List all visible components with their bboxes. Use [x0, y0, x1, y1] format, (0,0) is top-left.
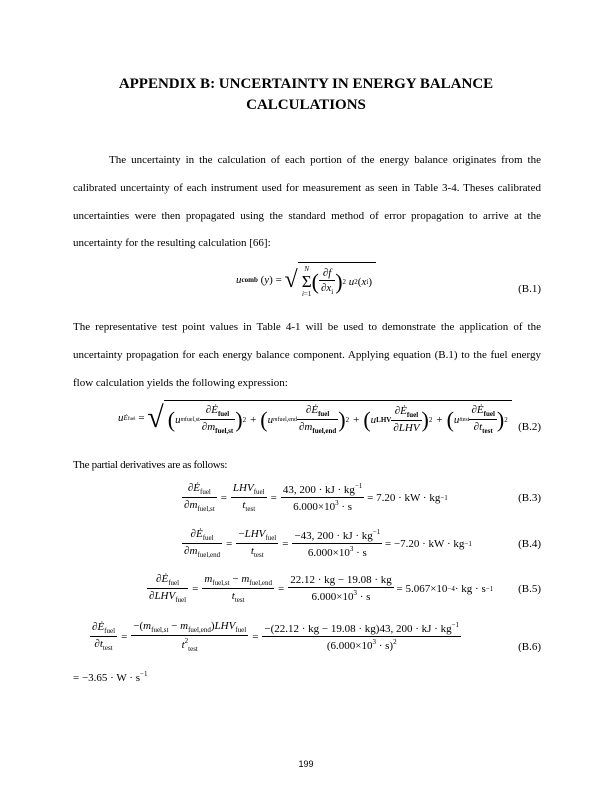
- page-number: 199: [298, 759, 314, 769]
- eq-number-b5: (B.5): [518, 583, 541, 595]
- eq-number-b4: (B.4): [518, 538, 541, 550]
- eq6-result-text: = −3.65 · W · s: [73, 672, 140, 684]
- equation-b5: $\frac{\partial Ė_{fuel}}{\partial LHV_{fuel}}$ = $\frac{m_{fuel,st} - m_{fuel,end}}{t_{test}}$ = $\frac{22.12 \cdot kg - 19.08 \cdot kg}{6.000\times 10^3 \cdot s}$ = 5.067×10 −4 · kg · s −1: [149, 573, 494, 604]
- title-line-2: CALCULATIONS: [246, 97, 366, 113]
- title-line-1: APPENDIX B: UNCERTAINTY IN ENERGY BALANCE: [118, 76, 494, 92]
- equation-b4: $\frac{\partial Ė_{fuel}}{\partial m_{fuel,end}}$ = $\frac{-LHV_{fuel}}{t_{test}}$ = $\frac{-43, 200 \cdot kJ \cdot kg^{-1}}{6.000\times 10^3 \cdot s}$ = −7.20 · kW · kg −1: [184, 528, 472, 559]
- eq3-numerator: 43, 200 · kJ · kg: [282, 484, 355, 496]
- eq3-result: = 7.20 · kW · kg: [367, 491, 441, 504]
- eq-number-b1: (B.1): [518, 283, 541, 295]
- eq5-numerator: 22.12 · kg − 19.08 · kg: [290, 574, 392, 586]
- eq6-result: = $-3.65 \cdot W \cdot s^{-1}$: [73, 670, 148, 684]
- eq3-denominator: 6.000×10: [293, 501, 336, 513]
- eq4-result: = −7.20 · kW · kg: [384, 537, 465, 550]
- eq-number-b2: (B.2): [518, 421, 541, 433]
- equation-b6: $\frac{\partial Ė_{fuel}}{\partial t_{test}}$ = $\frac{-(m_{fuel,st} - m_{fuel,end})LHV_{fuel}}{t^2_{test}}$ = $\frac{-(22.12 \cdot kg - 19.08 \cdot kg)43, 200 \cdot kJ \cdot kg^{-1}}{(6.000\times 10^3 \cdot s)^2}$: [92, 620, 460, 653]
- eq5-result: = 5.067×10: [396, 582, 448, 595]
- paragraph-intro: The uncertainty in the calculation of each portion of the energy balance originates from the calibrated uncertainty of each instrument used for measurement as seen in Table 3-4. Theses calibrated uncertainties were then propagated using the standard method of error propagation to arrive at the uncertainty for the resulting calculation [66]:: [73, 154, 541, 250]
- equation-b2: u Ėfuel = √ ( u mfuel,st $\frac{\partial Ė_{fuel}}{\partial m_{fuel,st}}$ ) 2 + ( u mfuel,end $\frac{\partial Ė_{fuel}}{\partial m_{fuel,end}}$ ) 2 + ( u LHV $\frac{\partial Ė_{fuel}}{\text{∂LHV}}$ ) 2 + ( u ttest $\frac{\partial Ė_{fuel}}{\partial t_{test}}$ ) 2: [118, 400, 512, 435]
- eq-number-b3: (B.3): [518, 492, 541, 504]
- paragraph-test-points: The representative test point values in Table 4-1 will be used to demonstrate the application of the uncertainty propagation for each energy balance component. Applying equation (B.1) to the fuel energy flow calculation yields the following expression:: [73, 321, 541, 389]
- equation-b1: u comb ( y ) = √ N Σ i=1 ( $\frac{\partial f}{\partial x_i}$ ) 2 u 2 ( x i ): [236, 262, 376, 298]
- appendix-title: [0, 74, 612, 116]
- eq-number-b6: (B.6): [518, 641, 541, 653]
- eq4-numerator: −43, 200 · kJ · kg: [294, 530, 373, 542]
- eq6-denominator: (6.000×10: [326, 640, 373, 652]
- equation-b3: $\frac{\partial Ė_{fuel}}{\partial m_{fuel,st}}$ = $\frac{LHV_{fuel}}{t_{test}}$ = $\frac{43, 200 \cdot kJ \cdot kg^{-1}}{6.000\times 10^3 \cdot s}$ = 7.20 · kW · kg −1: [184, 482, 448, 513]
- eq5-denominator: 6.000×10: [311, 591, 354, 603]
- paragraph-partials: The partial derivatives are as follows:: [73, 459, 228, 471]
- eq6-numerator: −(22.12 · kg − 19.08 · kg)43, 200 · kJ · kg: [264, 623, 452, 635]
- eq4-denominator: 6.000×10: [307, 547, 350, 559]
